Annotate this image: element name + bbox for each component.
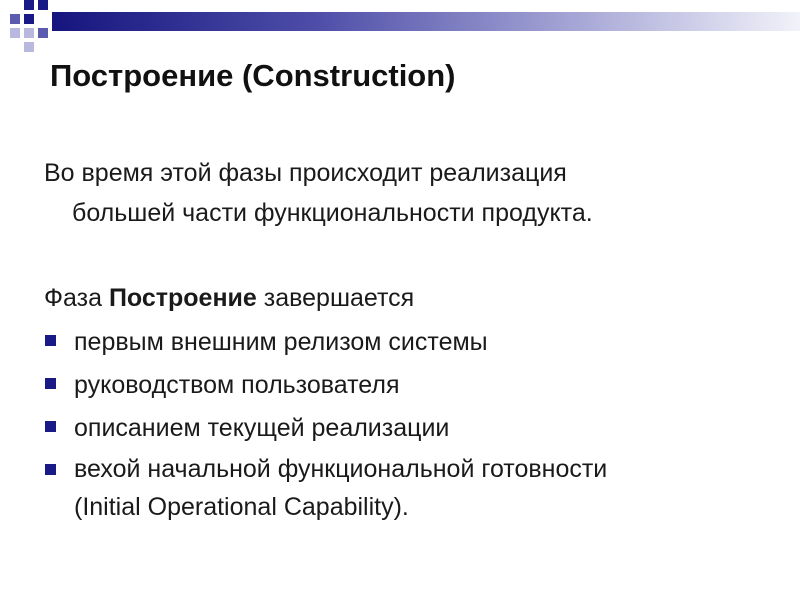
header-gradient-bar	[52, 12, 800, 31]
decor-square	[38, 0, 48, 10]
phase-suffix: завершается	[256, 284, 415, 312]
decor-square	[24, 14, 34, 24]
intro-paragraph	[44, 153, 764, 233]
list-item	[44, 450, 784, 526]
list-item-text: первым внешним релизом системы	[74, 328, 488, 356]
intro-line-2: большей части функциональности продукта.	[72, 199, 593, 227]
list-item-text-line-2: (Initial Operational Capability).	[74, 493, 409, 521]
decor-square	[38, 28, 48, 38]
list-item-text: руководством пользователя	[74, 371, 400, 399]
list-item-text: описанием текущей реализации	[74, 414, 450, 442]
decor-square	[10, 14, 20, 24]
phase-prefix: Фаза	[44, 284, 109, 312]
decor-square	[24, 42, 34, 52]
list-item	[44, 407, 784, 450]
phase-paragraph	[44, 278, 764, 318]
phase-name: Построение	[108, 284, 257, 312]
bullet-list	[44, 321, 784, 526]
list-item	[44, 321, 784, 364]
slide-title: Построение (Construction)	[50, 58, 456, 93]
bullet-square-icon	[45, 378, 56, 389]
intro-line-1: Во время этой фазы происходит реализация	[44, 159, 567, 187]
bullet-square-icon	[45, 464, 56, 475]
decor-square	[10, 28, 20, 38]
decor-square	[24, 28, 34, 38]
list-item-text-line-1: вехой начальной функциональной готовности	[74, 455, 608, 483]
list-item	[44, 364, 784, 407]
bullet-square-icon	[45, 421, 56, 432]
decor-square	[24, 0, 34, 10]
bullet-square-icon	[45, 335, 56, 346]
